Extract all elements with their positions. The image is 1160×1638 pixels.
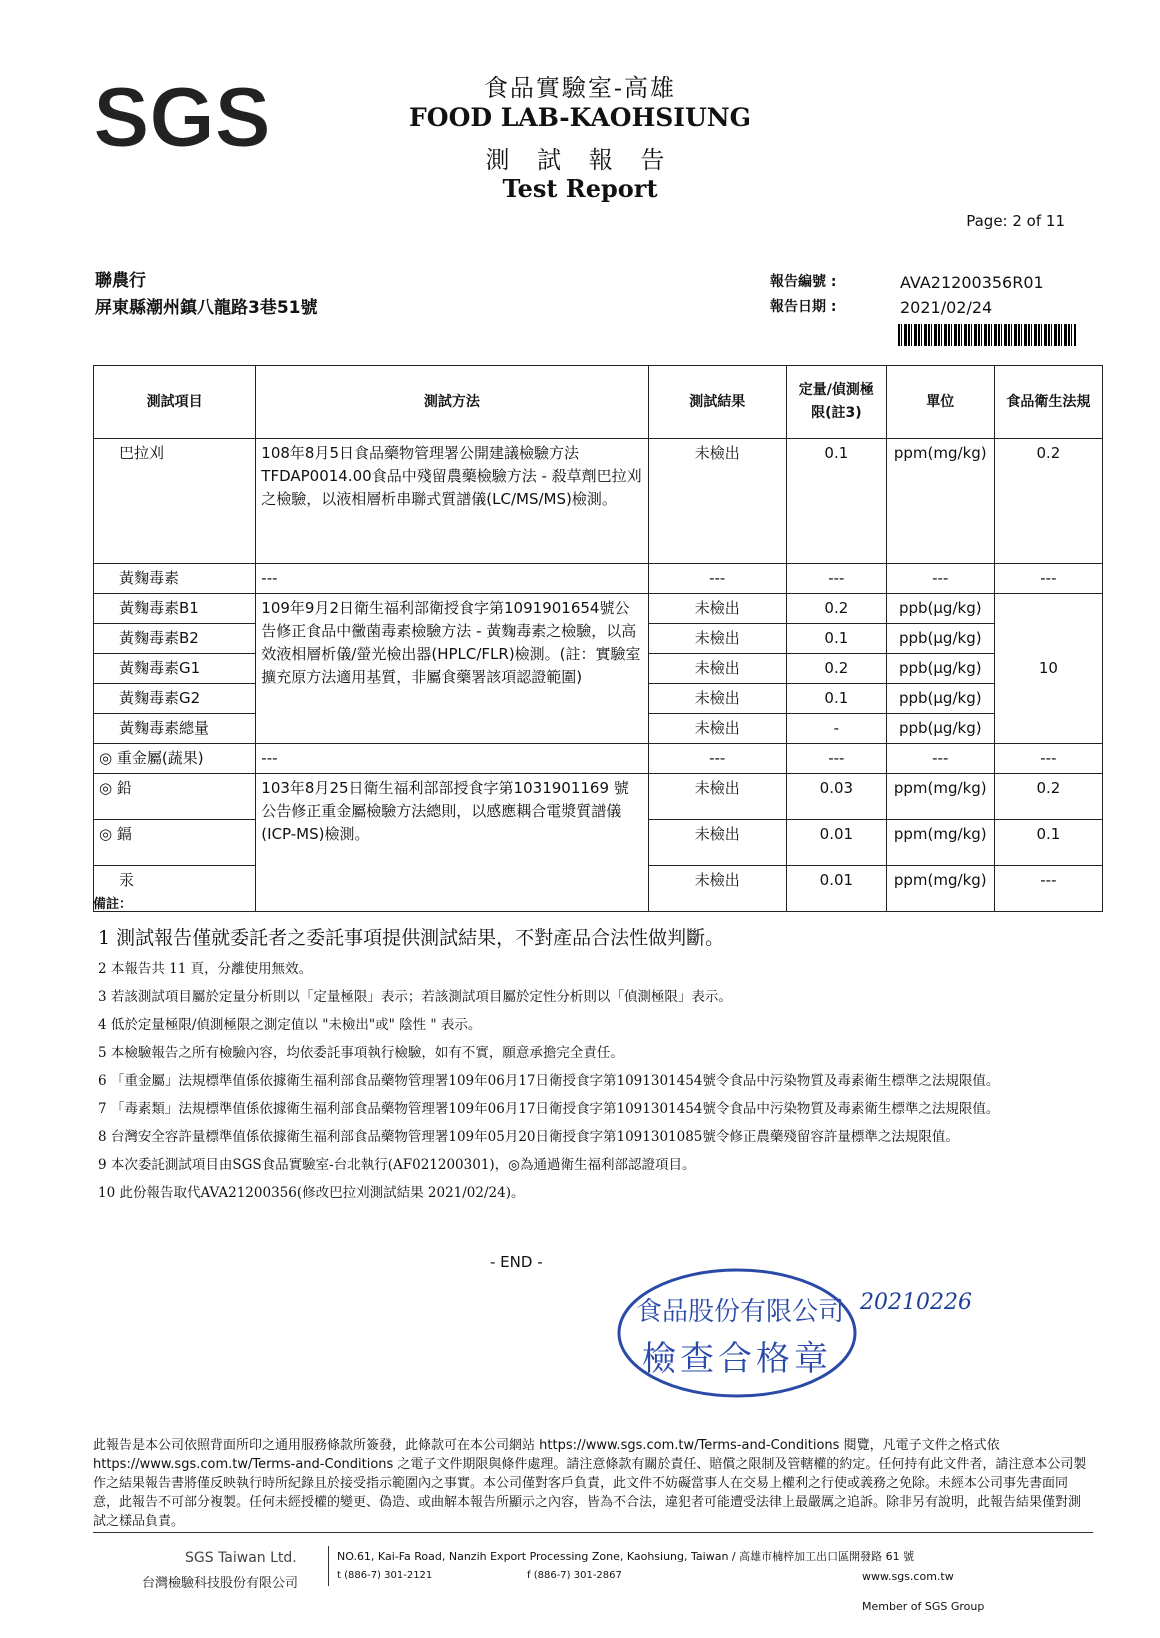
header-limit: 定量/偵測極限(註3) [786, 366, 886, 439]
footer-company-en: SGS Taiwan Ltd. [185, 1550, 297, 1566]
table-row [94, 594, 1103, 624]
stamp-line2: 檢查合格章 [642, 1339, 832, 1379]
method-cell: 108年8月5日食品藥物管理署公開建議檢驗方法TFDAP0014.00食品中殘留農藥檢驗方法 - 殺草劑巴拉刈之檢驗，以液相層析串聯式質譜儀(LC/MS/MS)檢測。 [256, 439, 648, 564]
item-cell: 黃麴毒素B1 [94, 594, 256, 624]
report-meta-values [900, 270, 1044, 320]
title-zh: 食品實驗室-高雄 [483, 74, 677, 102]
results-table [93, 365, 1103, 912]
footer-company-zh: 台灣檢驗科技股份有限公司 [142, 1576, 299, 1591]
disclaimer-text: 此報告是本公司依照背面所印之通用服務條款所簽發，此條款可在本公司網站 https://www.sgs.com.tw/Terms-and-Conditions 閱覽，凡電子文件之格式依 https://www.sgs.com.tw/Terms-and-Conditions 之電子文件期限與條件處理。請注意條款有關於責任、賠償之限制及管轄權的約定。任何持有此文件者，請注意本公司製作之結果報告書將僅反映執行時所紀錄且於接受指示範圍內之事實。本公司僅對客戶負責，此文件不妨礙當事人在交易上權利之行使或義務之免除。未經本公司事先書面同意，此報告不可部分複製。任何未經授權的變更、偽造、或曲解本報告所顯示之內容，皆為不合法，違犯者可能遭受法律上最嚴厲之追訴。除非另有說明，此報告結果僅對測試之樣品負責。 [93, 1438, 1087, 1529]
result-cell: --- [648, 564, 786, 594]
footer-tel: t (886-7) 301-2121 [337, 1570, 433, 1581]
method-cell: --- [256, 564, 648, 594]
method-cell: --- [256, 744, 648, 774]
unit-cell: ppb(μg/kg) [886, 594, 994, 624]
footer-web: www.sgs.com.tw [862, 1570, 954, 1583]
end-marker: - END - [490, 1253, 543, 1271]
unit-cell: ppm(mg/kg) [886, 820, 994, 866]
limit-cell: 0.01 [786, 866, 886, 912]
client-address: 屏東縣潮州鎮八龍路3巷51號 [95, 298, 318, 318]
regulation-cell: --- [994, 866, 1102, 912]
item-cell: ◎ 鉛 [94, 774, 256, 820]
unit-cell: ppb(μg/kg) [886, 684, 994, 714]
item-cell: ◎ 重金屬(蔬果) [94, 744, 256, 774]
regulation-cell: --- [994, 564, 1102, 594]
sgs-logo [95, 68, 270, 158]
unit-cell: ppm(mg/kg) [886, 866, 994, 912]
limit-cell: --- [786, 564, 886, 594]
item-cell: 黃麴毒素總量 [94, 714, 256, 744]
unit-cell: ppb(μg/kg) [886, 654, 994, 684]
unit-cell: ppm(mg/kg) [886, 774, 994, 820]
report-meta-labels [770, 270, 836, 320]
limit-cell: 0.1 [786, 439, 886, 564]
result-cell: 未檢出 [648, 820, 786, 866]
report-date: 2021/02/24 [900, 298, 993, 317]
table-row [94, 564, 1103, 594]
footer-member: Member of SGS Group [862, 1600, 985, 1613]
table-row [94, 744, 1103, 774]
remark-item: 7 「毒素類」法規標準值係依據衛生福利部食品藥物管理署109年06月17日衛授食字第1091301454號令食品中污染物質及毒素衛生標準之法規限值。 [98, 1101, 1000, 1117]
result-cell: --- [648, 744, 786, 774]
regulation-cell: 0.1 [994, 820, 1102, 866]
remarks-title: 備註： [93, 897, 133, 912]
report-date-label: 報告日期 : [770, 299, 837, 315]
item-cell: 黃麴毒素B2 [94, 624, 256, 654]
result-cell: 未檢出 [648, 654, 786, 684]
unit-cell: ppb(μg/kg) [886, 624, 994, 654]
remark-item: 2 本報告共 11 頁，分離使用無效。 [98, 961, 313, 977]
remark-item: 10 此份報告取代AVA21200356(修改巴拉刈測試結果 2021/02/24)。 [98, 1185, 525, 1201]
report-title-zh: 測 試 報 告 [485, 146, 675, 174]
limit-cell: - [786, 714, 886, 744]
footer-divider [93, 1532, 1093, 1533]
report-number: AVA21200356R01 [900, 273, 1044, 292]
inspection-stamp [615, 1265, 860, 1400]
method-cell: 109年9月2日衛生福利部衛授食字第1091901654號公告修正食品中黴菌毒素檢驗方法 - 黃麴毒素之檢驗，以高效液相層析儀/螢光檢出器(HPLC/FLR)檢測。(註：實驗室擴充原方法適用基質，非屬食藥署該項認證範圍) [256, 594, 648, 744]
limit-cell: 0.2 [786, 594, 886, 624]
result-cell: 未檢出 [648, 624, 786, 654]
remark-item: 9 本次委託測試項目由SGS食品實驗室-台北執行(AF021200301)，◎為通過衛生福利部認證項目。 [98, 1157, 696, 1173]
table-row [94, 774, 1103, 820]
report-number-label: 報告編號 : [770, 274, 837, 290]
title-en: FOOD LAB-KAOHSIUNG [409, 103, 751, 132]
footer-fax: f (886-7) 301-2867 [527, 1570, 622, 1581]
result-cell: 未檢出 [648, 774, 786, 820]
barcode [898, 324, 1076, 346]
limit-cell: 0.03 [786, 774, 886, 820]
limit-cell: --- [786, 744, 886, 774]
limit-cell: 0.01 [786, 820, 886, 866]
table-header-row [94, 366, 1103, 439]
limit-cell: 0.1 [786, 624, 886, 654]
client-block [95, 268, 318, 322]
client-name: 聯農行 [95, 271, 146, 291]
remark-item: 4 低於定量極限/偵測極限之測定值以 "未檢出"或" 陰性 " 表示。 [98, 1017, 482, 1033]
result-cell: 未檢出 [648, 866, 786, 912]
item-cell: 黃麴毒素G2 [94, 684, 256, 714]
remark-item: 5 本檢驗報告之所有檢驗內容，均依委託事項執行檢驗，如有不實，願意承擔完全責任。 [98, 1045, 624, 1061]
item-cell: ◎ 鎘 [94, 820, 256, 866]
header-regulation: 食品衛生法規 [994, 366, 1102, 439]
header-unit: 單位 [886, 366, 994, 439]
page-number: Page: 2 of 11 [966, 212, 1065, 230]
remark-item: 8 台灣安全容許量標準值係依據衛生福利部食品藥物管理署109年05月20日衛授食字第1091301085號令修正農藥殘留容許量標準之法規限值。 [98, 1129, 959, 1145]
remark-item: 6 「重金屬」法規標準值係依據衛生福利部食品藥物管理署109年06月17日衛授食字第1091301454號令食品中污染物質及毒素衛生標準之法規限值。 [98, 1073, 1000, 1089]
limit-cell: 0.2 [786, 654, 886, 684]
unit-cell: ppb(μg/kg) [886, 714, 994, 744]
stamp-line1: 食品股份有限公司 [635, 1297, 845, 1327]
header-method: 測試方法 [256, 366, 648, 439]
item-cell: 汞 [94, 866, 256, 912]
stamp-date: 20210226 [860, 1290, 972, 1315]
regulation-cell: 0.2 [994, 774, 1102, 820]
regulation-cell: 0.2 [994, 439, 1102, 564]
table-row [94, 439, 1103, 564]
regulation-cell: 10 [994, 594, 1102, 744]
sgs-logo-text: SGS [95, 70, 270, 158]
remark-item: 3 若該測試項目屬於定量分析則以「定量極限」表示；若該測試項目屬於定性分析則以「偵測極限」表示。 [98, 989, 732, 1005]
unit-cell: ppm(mg/kg) [886, 439, 994, 564]
unit-cell: --- [886, 744, 994, 774]
header-item: 測試項目 [94, 366, 256, 439]
result-cell: 未檢出 [648, 439, 786, 564]
unit-cell: --- [886, 564, 994, 594]
report-title-en: Test Report [502, 174, 658, 203]
header-result: 測試結果 [648, 366, 786, 439]
result-cell: 未檢出 [648, 594, 786, 624]
method-cell: 103年8月25日衛生福利部部授食字第1031901169 號公告修正重金屬檢驗方法總則，以感應耦合電漿質譜儀(ICP-MS)檢測。 [256, 774, 648, 912]
item-cell: 黃麴毒素G1 [94, 654, 256, 684]
footer-separator [328, 1546, 329, 1586]
limit-cell: 0.1 [786, 684, 886, 714]
regulation-cell: --- [994, 744, 1102, 774]
remarks-list [98, 928, 1088, 1211]
remark-item: 1 測試報告僅就委託者之委託事項提供測試結果，不對產品合法性做判斷。 [98, 927, 725, 949]
footer-address: NO.61, Kai-Fa Road, Nanzih Export Processing Zone, Kaohsiung, Taiwan / 高雄市楠梓加工出口區開發路 61 號 [337, 1550, 915, 1563]
item-cell: 黃麴毒素 [94, 564, 256, 594]
result-cell: 未檢出 [648, 684, 786, 714]
result-cell: 未檢出 [648, 714, 786, 744]
item-cell: 巴拉刈 [94, 439, 256, 564]
